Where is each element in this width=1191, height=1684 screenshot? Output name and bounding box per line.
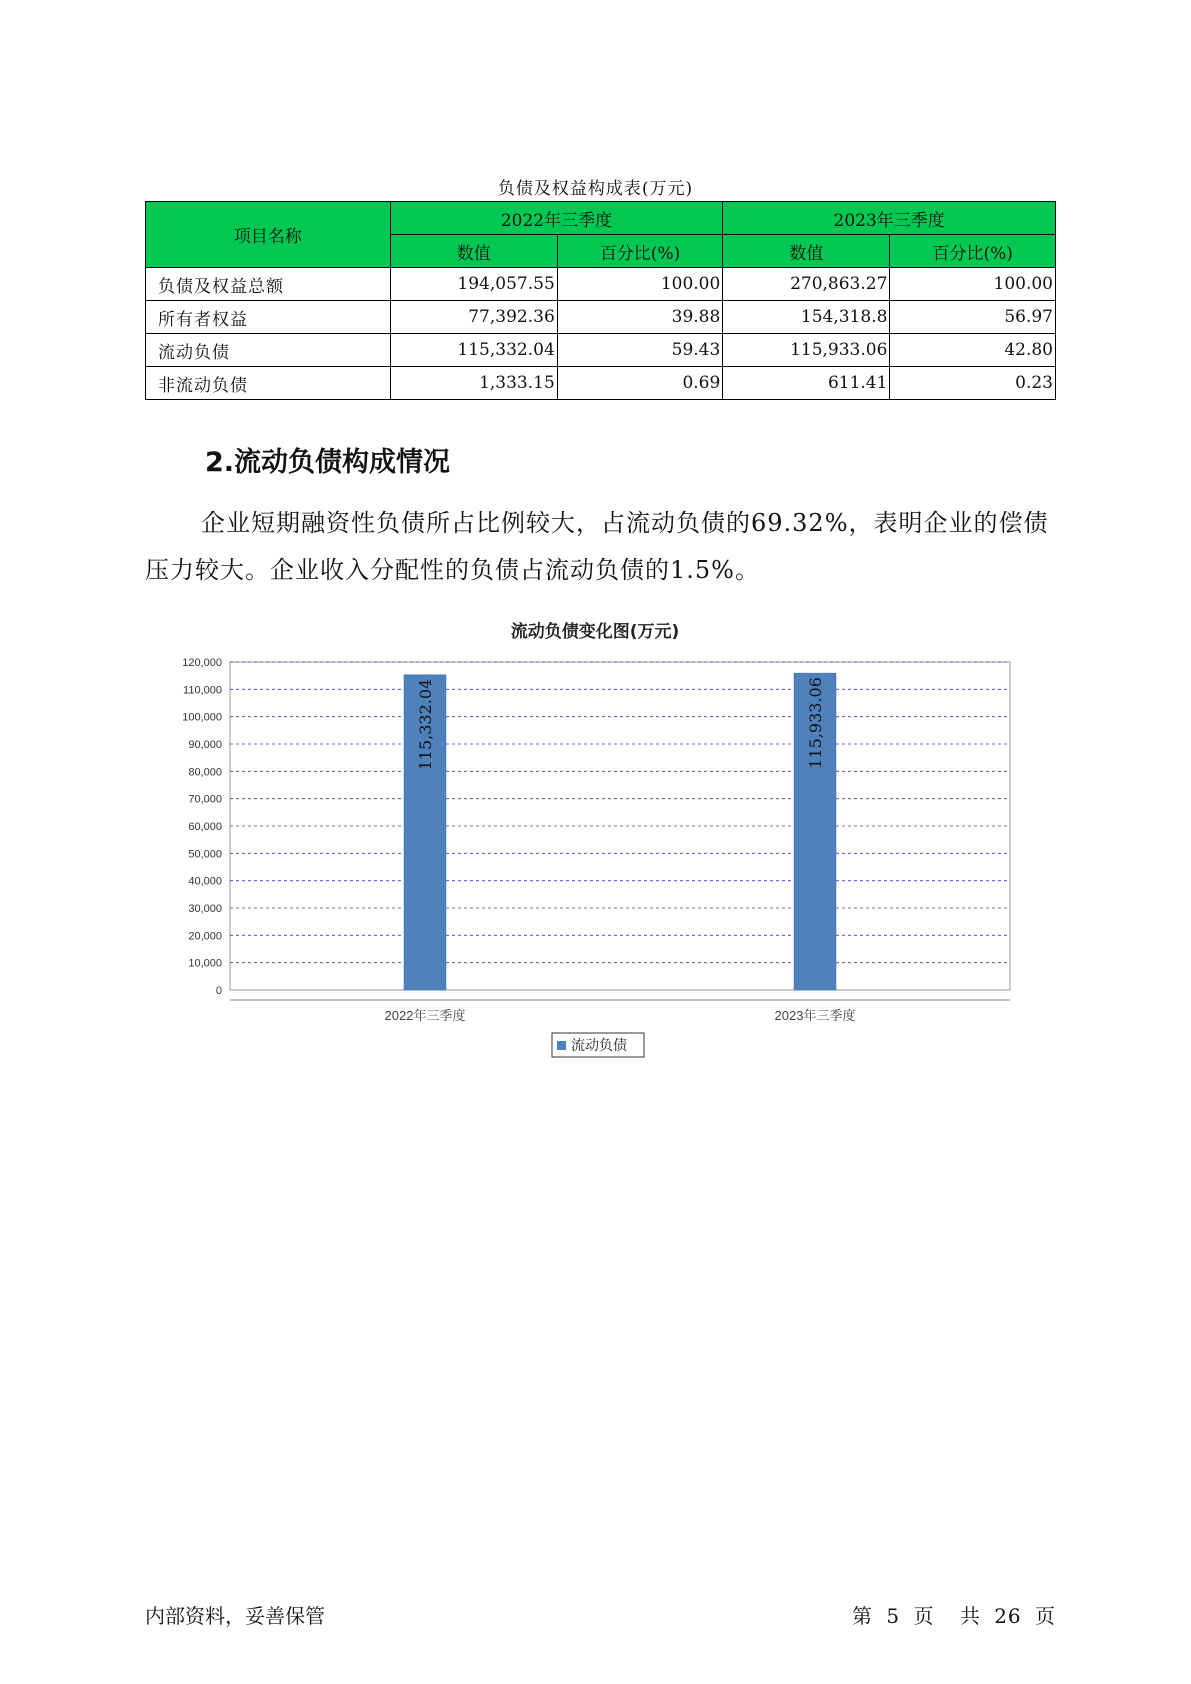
page-number: 5 xyxy=(886,1604,901,1628)
row-name: 流动负债 xyxy=(146,334,391,367)
current-liabilities-bar-chart xyxy=(0,615,1191,1075)
row-percent-2023: 42.80 xyxy=(890,334,1056,367)
row-value-2023: 115,933.06 xyxy=(723,334,890,367)
y-tick-label: 30,000 xyxy=(188,903,222,915)
table-row xyxy=(146,268,1056,301)
row-value-2023: 154,318.8 xyxy=(723,301,890,334)
bar-data-label: 115,332.04 xyxy=(416,678,435,771)
y-tick-label: 40,000 xyxy=(188,875,222,888)
chart-container xyxy=(0,615,1191,1075)
table-row xyxy=(146,334,1056,367)
row-value-2022: 194,057.55 xyxy=(390,268,557,301)
row-value-2022: 1,333.15 xyxy=(390,367,557,400)
liabilities-equity-table xyxy=(145,201,1056,400)
row-percent-2022: 39.88 xyxy=(557,301,723,334)
header-value-2022: 数值 xyxy=(390,235,557,268)
y-tick-label: 50,000 xyxy=(188,848,222,861)
y-tick-label: 70,000 xyxy=(188,793,222,806)
header-period-2023: 2023年三季度 xyxy=(723,202,1056,235)
total-number: 26 xyxy=(994,1604,1022,1628)
y-tick-label: 60,000 xyxy=(188,821,222,833)
header-percent-2023: 百分比(%) xyxy=(890,235,1056,268)
row-percent-2023: 100.00 xyxy=(890,268,1056,301)
y-tick-label: 10,000 xyxy=(188,957,222,970)
row-percent-2023: 56.97 xyxy=(890,301,1056,334)
legend-label: 流动负债 xyxy=(571,1038,627,1054)
y-tick-label: 20,000 xyxy=(188,930,222,943)
row-value-2022: 115,332.04 xyxy=(390,334,557,367)
row-value-2023: 270,863.27 xyxy=(723,268,890,301)
row-name: 负债及权益总额 xyxy=(146,268,391,301)
row-percent-2022: 0.69 xyxy=(557,367,723,400)
body-paragraph: 企业短期融资性负债所占比例较大，占流动负债的69.32%，表明企业的偿债压力较大。企业收入分配性的负债占流动负债的1.5%。 xyxy=(145,509,1049,584)
row-percent-2022: 100.00 xyxy=(557,268,723,301)
bar-data-label: 115,933.06 xyxy=(806,677,825,769)
footer-page-info xyxy=(846,1600,1056,1629)
total-suffix: 页 xyxy=(1035,1604,1056,1628)
x-tick-label: 2022年三季度 xyxy=(384,1008,466,1023)
x-tick-label: 2023年三季度 xyxy=(774,1008,856,1023)
total-prefix: 共 xyxy=(959,1604,981,1628)
table-caption: 负债及权益构成表(万元) xyxy=(497,179,694,199)
row-percent-2023: 0.23 xyxy=(890,367,1056,400)
footer-confidential-note: 内部资料，妥善保管 xyxy=(145,1604,325,1628)
header-percent-2022: 百分比(%) xyxy=(557,235,723,268)
row-value-2023: 611.41 xyxy=(723,367,890,400)
y-tick-label: 110,000 xyxy=(183,684,222,697)
chart-title: 流动负债变化图(万元) xyxy=(510,622,680,642)
y-tick-label: 80,000 xyxy=(188,766,222,779)
table-header-row xyxy=(146,202,1056,235)
section-heading: 2.流动负债构成情况 xyxy=(205,447,451,478)
row-name: 非流动负债 xyxy=(146,367,391,400)
page-prefix: 第 xyxy=(852,1604,874,1628)
header-period-2022: 2022年三季度 xyxy=(390,202,723,235)
y-tick-label: 100,000 xyxy=(182,711,222,724)
row-value-2022: 77,392.36 xyxy=(390,301,557,334)
row-name: 所有者权益 xyxy=(146,301,391,334)
header-value-2023: 数值 xyxy=(723,235,890,268)
y-tick-label: 90,000 xyxy=(188,739,222,751)
row-percent-2022: 59.43 xyxy=(557,334,723,367)
table-row xyxy=(146,301,1056,334)
header-item-name: 项目名称 xyxy=(146,202,391,268)
table-row xyxy=(146,367,1056,400)
y-tick-label: 120,000 xyxy=(182,657,222,669)
page-suffix: 页 xyxy=(913,1604,935,1628)
y-tick-label: 0 xyxy=(215,985,222,997)
legend-swatch xyxy=(557,1041,566,1050)
